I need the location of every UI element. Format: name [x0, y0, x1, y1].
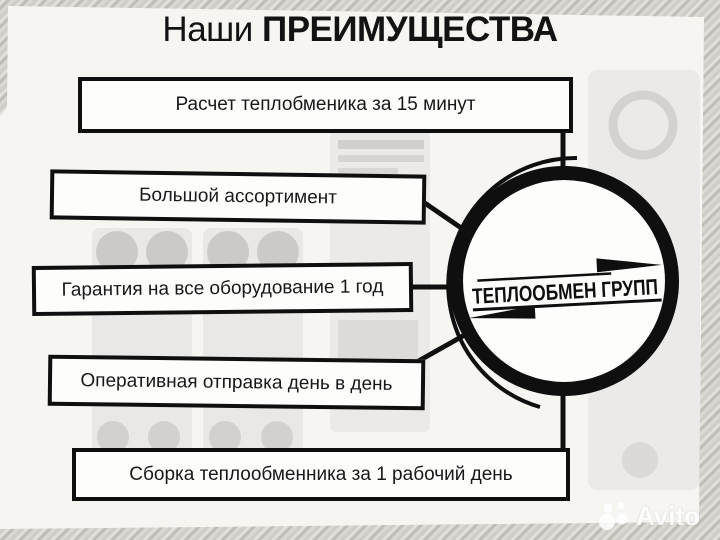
avito-logo-icon	[598, 499, 632, 533]
title-bold-part: ПРЕИМУЩЕСТВА	[262, 10, 558, 49]
advantage-label: Гарантия на все оборудование 1 год	[61, 276, 384, 301]
advantage-box-assembly	[72, 448, 570, 501]
advantage-label: Сборка теплообменника за 1 рабочий день	[129, 463, 513, 485]
page-title	[0, 10, 720, 50]
avito-watermark	[598, 496, 720, 536]
advantage-box-calculation	[78, 77, 573, 133]
avito-watermark-text: Avito	[636, 500, 701, 531]
advantage-label: Оперативная отправка день в день	[80, 369, 393, 395]
advantage-box-shipping	[48, 355, 426, 411]
logo-text: ТЕПЛООБМЕН ГРУПП	[471, 271, 710, 309]
advantage-label: Расчет теплобменика за 15 минут	[175, 94, 476, 115]
title-regular-part: Наши	[162, 10, 253, 49]
advantage-label: Большой ассортимент	[138, 184, 338, 209]
advantage-box-warranty	[32, 262, 414, 316]
advantage-box-assortment	[50, 169, 427, 224]
